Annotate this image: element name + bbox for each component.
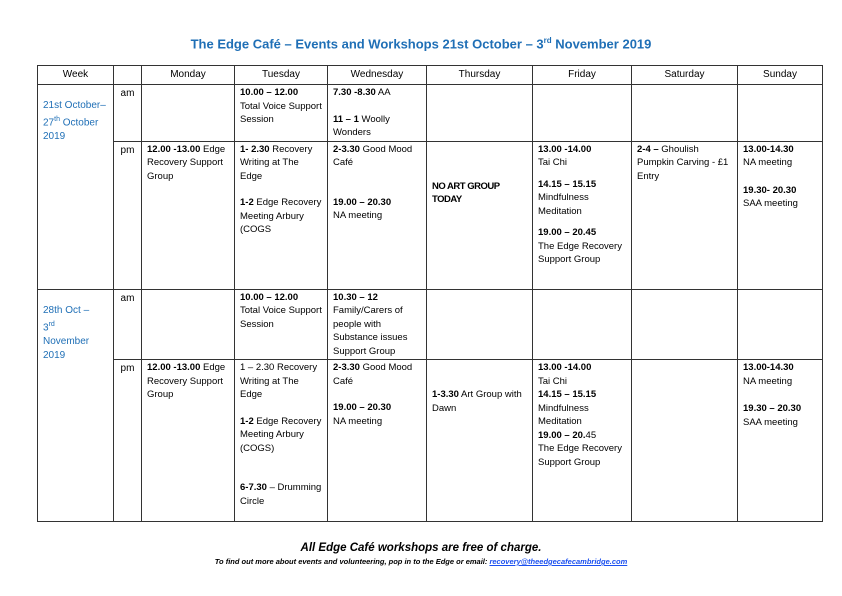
- event-text: NA meeting: [743, 157, 793, 168]
- week2-am-friday: [533, 289, 632, 360]
- title-suffix: rd: [543, 36, 552, 45]
- week2-pm-thursday: [427, 360, 533, 522]
- event-time: 1- 2.30: [240, 143, 270, 155]
- footer-free-note: All Edge Café workshops are free of charge.: [300, 542, 542, 554]
- event-text: NA meeting: [333, 415, 383, 427]
- title-main: The Edge Café – Events and Workshops 21st October: [190, 36, 522, 52]
- event-text: Edge Recovery Support Group: [147, 143, 226, 182]
- event-text: Art Group with Dawn: [432, 389, 522, 414]
- week1-pm-row: [38, 141, 823, 289]
- event-time: 6-7.30: [240, 482, 267, 493]
- event-text: – Drumming Circle: [240, 482, 322, 507]
- event-text: Recovery Writing at The Edge: [240, 143, 313, 182]
- event-text: SAA meeting: [743, 416, 798, 428]
- week2-label-c: November 2019: [43, 335, 90, 361]
- week1-label-b-suf: th: [54, 116, 60, 123]
- week2-am-tuesday: [235, 289, 328, 360]
- event-time: 2-4 –: [637, 143, 659, 155]
- week1-pm-wednesday: [328, 141, 427, 289]
- event-time: 13.00-14.30: [743, 143, 794, 155]
- week2-pm-tuesday: [235, 360, 328, 522]
- event-time: 1-2: [240, 197, 254, 208]
- week1-am-tuesday: [235, 85, 328, 142]
- header-thursday: Thursday: [427, 66, 533, 85]
- header-tuesday: Tuesday: [235, 66, 328, 85]
- header-wednesday: Wednesday: [328, 66, 427, 85]
- event-time: 7.30 -8.30: [333, 87, 376, 98]
- event-text: 1 – 2.30 Recovery Writing at The Edge: [240, 362, 318, 400]
- event-text: The Edge Recovery Support Group: [538, 240, 622, 265]
- event-time: 13.00 -14.00: [538, 143, 592, 155]
- week2-am-wednesday: [328, 289, 427, 360]
- week2-am: am: [114, 289, 142, 360]
- week2-pm: pm: [114, 360, 142, 522]
- footer-contact-text: To find out more about events and volunteering, pop in to the Edge or email:: [214, 557, 490, 566]
- week1-am-row: [38, 85, 823, 142]
- week1-pm-saturday: [632, 141, 738, 289]
- event-time: 19.00 – 20.45: [538, 227, 597, 238]
- event-time: 13.00-14.30: [743, 362, 794, 373]
- title-day: 3: [536, 36, 544, 52]
- email-link[interactable]: recovery@theedgecafecambridge.com: [489, 557, 628, 566]
- event-text: Ghoulish Pumpkin Carving - £1 Entry: [637, 143, 729, 182]
- week1-pm-tuesday: [235, 141, 328, 289]
- week1-am-monday: [142, 85, 235, 142]
- event-time: 19.30- 20.30: [743, 184, 797, 196]
- event-text: Total Voice Support Session: [240, 100, 322, 125]
- header-half: [114, 66, 142, 85]
- event-time-end: 45: [585, 429, 597, 441]
- event-text: Tai Chi: [538, 157, 568, 168]
- event-text: The Edge Recovery Support Group: [538, 443, 622, 468]
- week1-pm-monday: [142, 141, 235, 289]
- header-row: [38, 66, 823, 85]
- header-friday: Friday: [533, 66, 632, 85]
- event-text: NA meeting: [743, 375, 793, 387]
- week1-label-b-num: 27: [43, 117, 55, 129]
- event-text: Family/Carers of people with Substance issues Support Group: [333, 305, 408, 357]
- header-saturday: Saturday: [632, 66, 738, 85]
- header-sunday: Sunday: [738, 66, 823, 85]
- header-week: Week: [38, 66, 114, 85]
- event-time: 1-3.30: [432, 389, 459, 400]
- event-time: 12.00 -13.00: [147, 362, 201, 373]
- week2-label-b-suf: rd: [48, 320, 55, 328]
- event-text: Good Mood Café: [333, 143, 413, 168]
- schedule-table: [37, 65, 823, 522]
- event-text: Total Voice Support Session: [240, 305, 322, 330]
- week2-am-sunday: [738, 289, 823, 360]
- week1-label: [38, 85, 114, 290]
- week2-am-monday: [142, 289, 235, 360]
- week1-label-b-rest: October 2019: [43, 117, 99, 143]
- event-text: Edge Recovery Meeting Arbury (COGS: [240, 197, 322, 235]
- week2-label: [38, 289, 114, 522]
- header-monday: Monday: [142, 66, 235, 85]
- event-time: 14.15 – 15.15: [538, 178, 597, 190]
- week2-am-thursday: [427, 289, 533, 360]
- event-text: Good Mood Café: [333, 362, 413, 387]
- event-time: 19.30 – 20.30: [743, 403, 802, 414]
- week2-pm-saturday: [632, 360, 738, 522]
- event-time: 10.00 – 12.00: [240, 87, 299, 98]
- week1-am-sunday: [738, 85, 823, 142]
- week2-pm-wednesday: [328, 360, 427, 522]
- event-time: 13.00 -14.00: [538, 362, 592, 373]
- event-text: Mindfulness Meditation: [538, 192, 589, 217]
- page-title: [0, 36, 842, 51]
- week1-pm-thursday: NO ART GROUP TODAY: [427, 141, 533, 289]
- week1-am-friday: [533, 85, 632, 142]
- week1-label-a: 21st October–: [43, 100, 106, 111]
- event-text: Edge Recovery Meeting Arbury (COGS): [240, 415, 322, 454]
- footer-contact: [0, 557, 842, 566]
- event-text: SAA meeting: [743, 198, 798, 209]
- week1-pm-friday: [533, 141, 632, 289]
- week1-pm-sunday: [738, 141, 823, 289]
- week2-label-a: 28th Oct –: [43, 304, 90, 316]
- week1-am-wednesday: [328, 85, 427, 142]
- event-time: 19.00 – 20.30: [333, 402, 392, 413]
- event-text: Edge Recovery Support Group: [147, 362, 226, 400]
- event-time: 1-2: [240, 415, 254, 427]
- event-text: Woolly Wonders: [333, 113, 390, 138]
- event-text: Tai Chi: [538, 375, 568, 387]
- week2-pm-monday: [142, 360, 235, 522]
- week1-am-saturday: [632, 85, 738, 142]
- week2-pm-friday: [533, 360, 632, 522]
- event-text: AA: [375, 87, 391, 98]
- week2-am-row: [38, 289, 823, 360]
- event-time: 2-3.30: [333, 362, 360, 373]
- event-time: 10.30 – 12: [333, 291, 378, 303]
- event-text: NA meeting: [333, 210, 383, 221]
- event-text: Mindfulness Meditation: [538, 402, 589, 427]
- week2-label-b-num: 3: [43, 321, 49, 333]
- week1-am-thursday: [427, 85, 533, 142]
- event-time: 10.00 – 12.00: [240, 291, 299, 303]
- event-time: 19.00 – 20.: [538, 429, 586, 441]
- event-time: 14.15 – 15.15: [538, 389, 597, 400]
- event-time: 11 – 1: [333, 113, 359, 125]
- week2-pm-row: [38, 360, 823, 522]
- event-time: 2-3.30: [333, 143, 360, 155]
- title-rest: November 2019: [551, 36, 652, 52]
- week1-am: am: [114, 85, 142, 142]
- event-time: 12.00 -13.00: [147, 143, 201, 155]
- week2-pm-sunday: [738, 360, 823, 522]
- event-time: 19.00 – 20.30: [333, 196, 392, 208]
- week2-am-saturday: [632, 289, 738, 360]
- title-dash: –: [521, 36, 537, 52]
- week1-pm: pm: [114, 141, 142, 289]
